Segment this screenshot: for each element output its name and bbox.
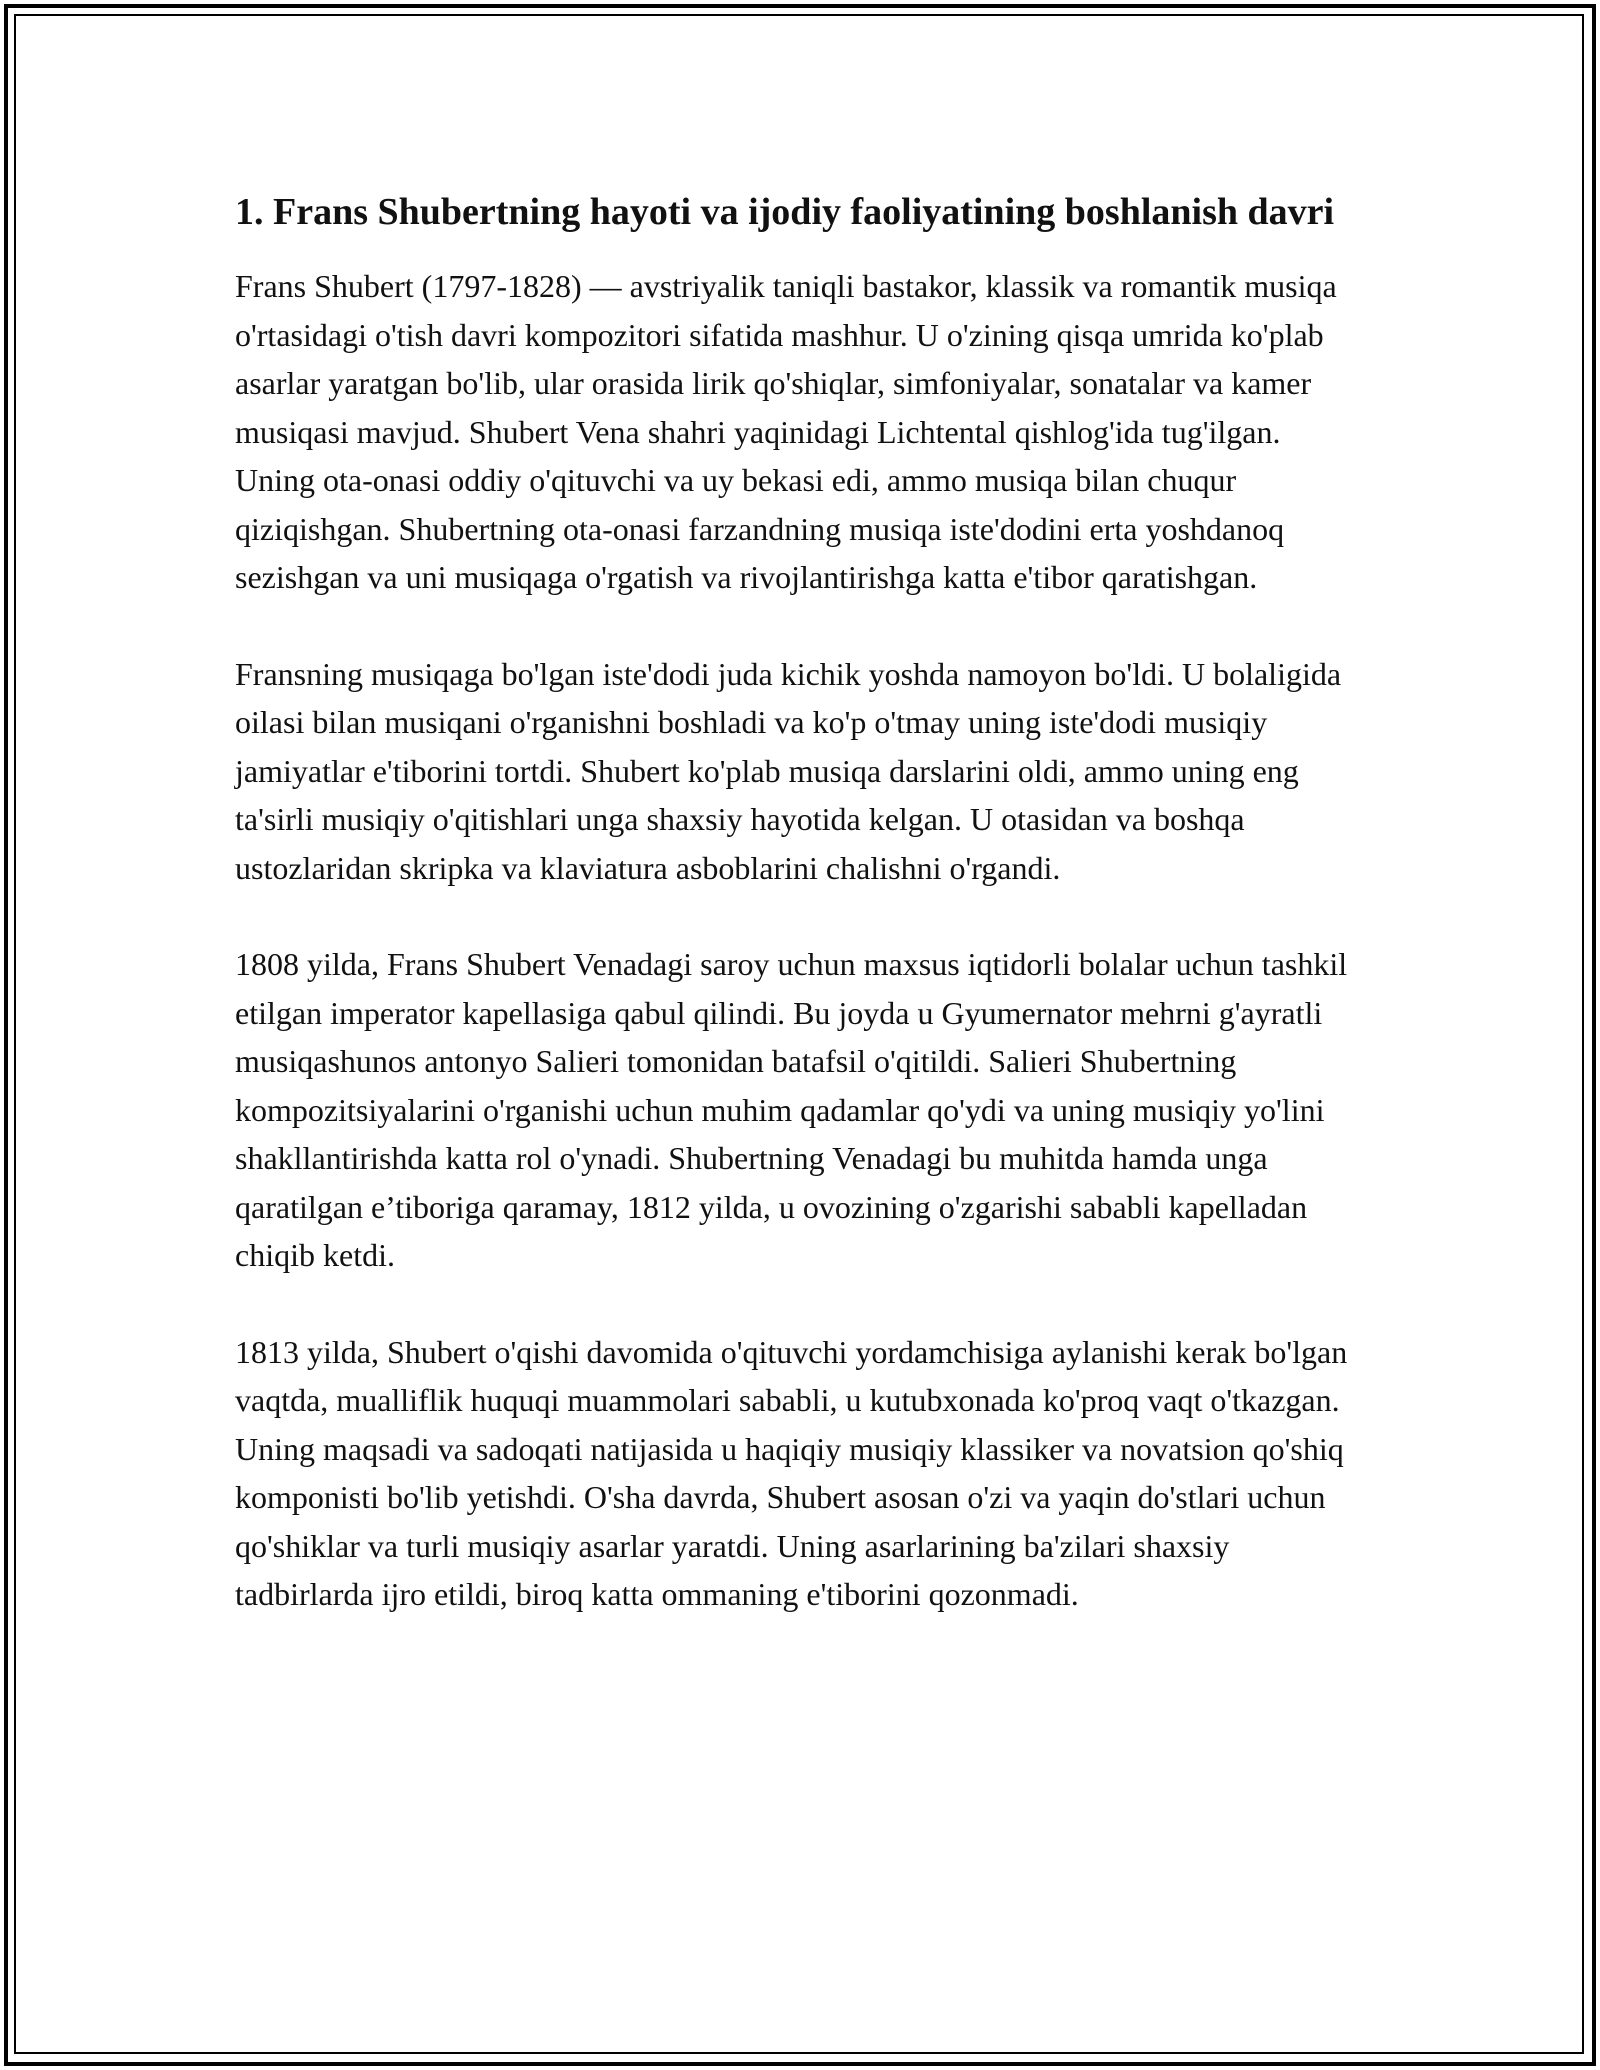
paragraph-2: Fransning musiqaga bo'lgan iste'dodi juda kichik yoshda namoyon bo'ldi. U bolaligida oilasi bilan musiqani o'rganishni boshladi va ko'p o'tmay uning iste'dodi musiqiy jamiyatlar e'tiborini tortdi. Shubert ko'plab musiqa darslarini oldi, ammo uning eng ta'sirli musiqiy o'qitishlari unga shaxsiy hayotida kelgan. U otasidan va boshqa ustozlaridan skripka va klaviatura asboblarini chalishni o'rgandi.	[235, 655, 1342, 886]
paragraph-1: Frans Shubert (1797-1828) — avstriyalik taniqli bastakor, klassik va romantik musiqa o'rtasidagi o'tish davri kompozitori sifatida mashhur. U o'zining qisqa umrida ko'plab asarlar yaratgan bo'lib, ular orasida lirik qo'shiqlar, simfoniyalar, sonatalar va kamer musiqasi mavjud. Shubert Vena shahri yaqinidagi Lichtental qishlog'ida tug'ilgan. Uning ota-onasi oddiy o'qituvchi va uy bekasi edi, ammo musiqa bilan chuqur qiziqishgan. Shubertning ota-onasi farzandning musiqa iste'dodini erta yoshdanoq sezishgan va uni musiqaga o'rgatish va rivojlantirishga katta e'tibor qaratishgan.	[235, 268, 1337, 595]
paragraph-4: 1813 yilda, Shubert o'qishi davomida o'qituvchi yordamchisiga aylanishi kerak bo'lgan vaqtda, mualliflik huquqi muammolari sababli, u kutubxonada ko'proq vaqt o'tkazgan. Uning maqsadi va sadoqati natijasida u haqiqiy musiqiy klassiker va novatsion qo'shiq komponisti bo'lib yetishdi. O'sha davrda, Shubert asosan o'zi va yaqin do'stlari uchun qo'shiklar va turli musiqiy asarlar yaratdi. Uning asarlarining ba'zilari shaxsiy tadbirlarda ijro etildi, biroq katta ommaning e'tiborini qozonmadi.	[235, 1333, 1348, 1612]
document-body	[235, 185, 1365, 1667]
paragraph-3: 1808 yilda, Frans Shubert Venadagi saroy uchun maxsus iqtidorli bolalar uchun tashkil etilgan imperator kapellasiga qabul qilindi. Bu joyda u Gyumernator mehrni g'ayratli musiqashunos antonyo Salieri tomonidan batafsil o'qitildi. Salieri Shubertning kompozitsiyalarini o'rganishi uchun muhim qadamlar qo'ydi va uning musiqiy yo'lini shakllantirishda katta rol o'ynadi. Shubertning Venadagi bu muhitda hamda unga qaratilgan e’tiboriga qaramay, 1812 yilda, u ovozining o'zgarishi sababli kapelladan chiqib ketdi.	[235, 946, 1348, 1273]
section-heading: 1. Frans Shubertning hayoti va ijodiy faoliyatining boshlanish davri	[235, 191, 1335, 233]
